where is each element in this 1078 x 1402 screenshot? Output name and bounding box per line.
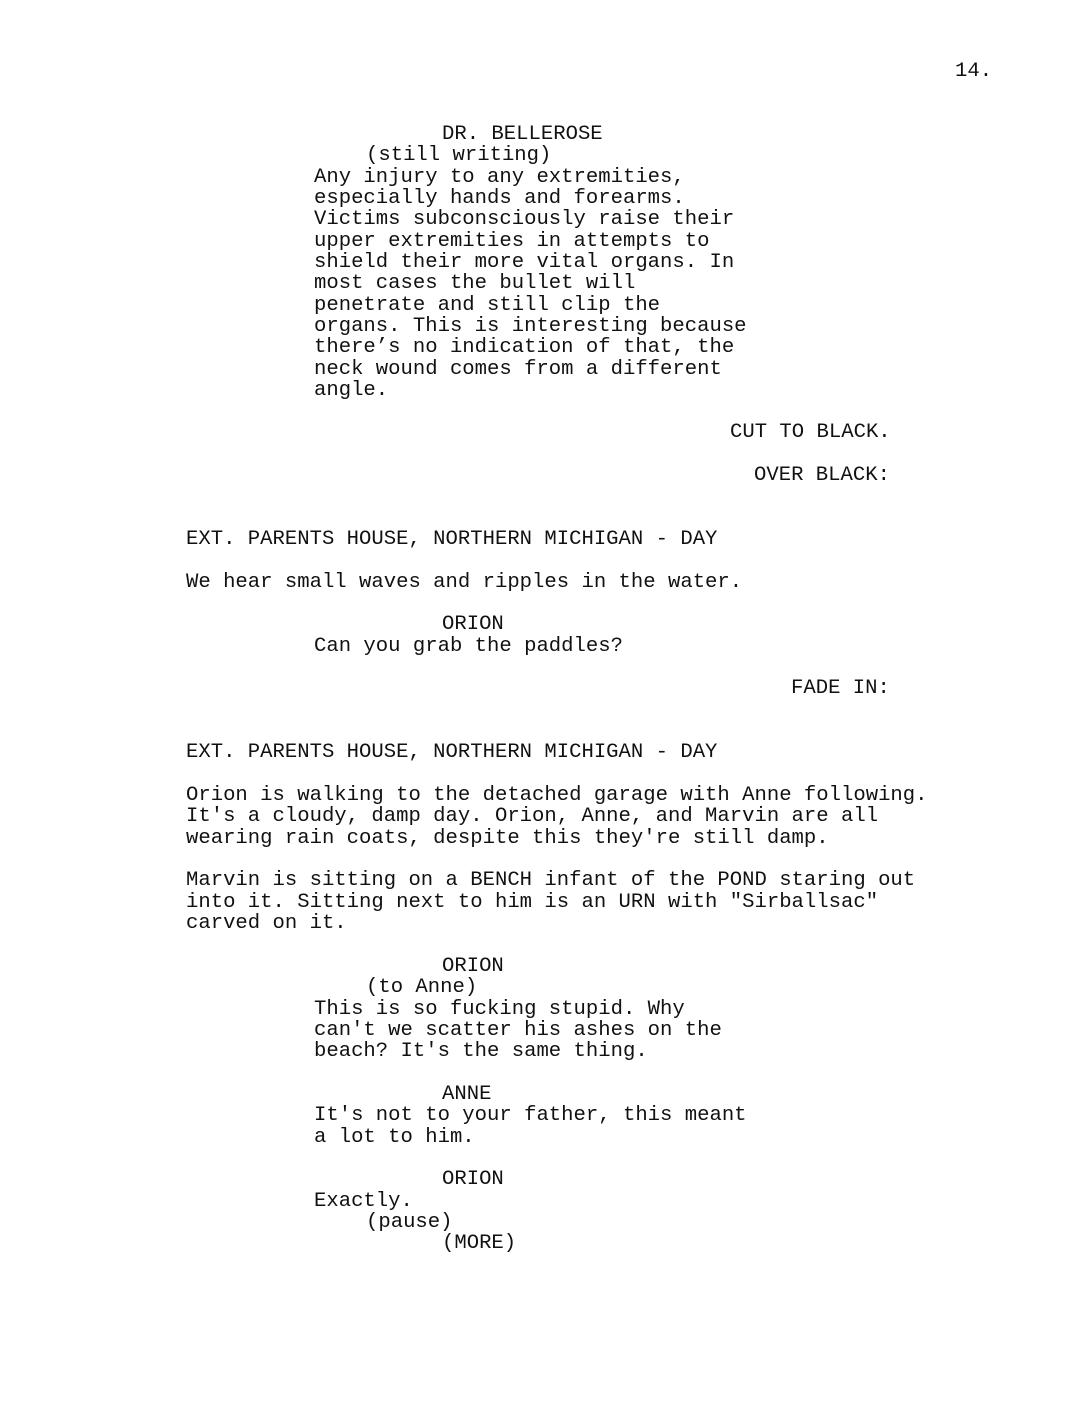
action-line: It's a cloudy, damp day. Orion, Anne, and Marvin are all <box>186 805 879 828</box>
action-line: into it. Sitting next to him is an URN with "Sirballsac" <box>186 891 879 914</box>
dialogue-line: This is so fucking stupid. Why <box>314 998 685 1021</box>
transition-fade-in: FADE IN: <box>791 677 890 700</box>
action-line: wearing rain coats, despite this they're still damp. <box>186 827 829 850</box>
action-line: carved on it. <box>186 912 347 935</box>
dialogue-line: shield their more vital organs. In <box>314 251 735 274</box>
dialogue-line: It's not to your father, this meant <box>314 1104 747 1127</box>
character-name: ANNE <box>442 1083 492 1106</box>
dialogue-line: can't we scatter his ashes on the <box>314 1019 722 1042</box>
scene-heading: EXT. PARENTS HOUSE, NORTHERN MICHIGAN - DAY <box>186 741 718 764</box>
action-line: Orion is walking to the detached garage with Anne following. <box>186 784 928 807</box>
parenthetical: (still writing) <box>366 144 552 167</box>
transition-cut-to-black: CUT TO BLACK. <box>730 421 891 444</box>
parenthetical: (pause) <box>366 1211 453 1234</box>
dialogue-line: most cases the bullet will <box>314 272 636 295</box>
character-name: DR. BELLEROSE <box>442 123 603 146</box>
dialogue-line: beach? It's the same thing. <box>314 1040 648 1063</box>
dialogue-line: especially hands and forearms. <box>314 187 685 210</box>
dialogue-line: Victims subconsciously raise their <box>314 208 735 231</box>
dialogue-line: neck wound comes from a different <box>314 358 722 381</box>
parenthetical: (to Anne) <box>366 976 478 999</box>
more-continuation: (MORE) <box>442 1232 517 1255</box>
action-line: Marvin is sitting on a BENCH infant of the POND staring out <box>186 869 916 892</box>
dialogue-line: Can you grab the paddles? <box>314 635 623 658</box>
page-number: 14. <box>955 60 993 83</box>
character-name: ORION <box>442 1168 504 1191</box>
dialogue-line: Any injury to any extremities, <box>314 166 685 189</box>
dialogue-line: organs. This is interesting because <box>314 315 747 338</box>
action-line: We hear small waves and ripples in the water. <box>186 571 743 594</box>
dialogue-line: angle. <box>314 379 389 402</box>
dialogue-line: Exactly. <box>314 1190 413 1213</box>
dialogue-line: upper extremities in attempts to <box>314 230 710 253</box>
dialogue-line: there’s no indication of that, the <box>314 336 735 359</box>
dialogue-line: penetrate and still clip the <box>314 294 661 317</box>
character-name: ORION <box>442 955 504 978</box>
scene-heading: EXT. PARENTS HOUSE, NORTHERN MICHIGAN - DAY <box>186 528 718 551</box>
dialogue-line: a lot to him. <box>314 1126 475 1149</box>
character-name: ORION <box>442 613 504 636</box>
transition-over-black: OVER BLACK: <box>754 464 890 487</box>
